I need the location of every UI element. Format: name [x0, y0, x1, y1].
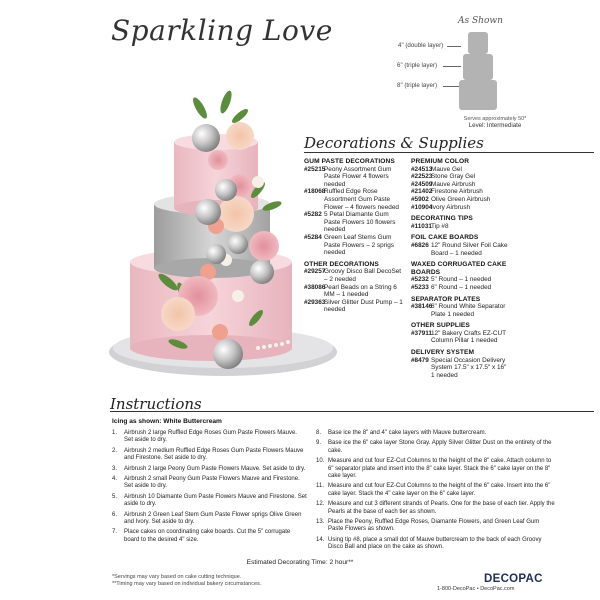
instruction-step: 2. Airbrush 2 medium Ruffled Edge Roses Gum Paste Flowers Mauve and Firestone. Set aside to dry.	[112, 447, 304, 462]
supply-section	[411, 349, 511, 379]
servings-note: Serves approximately 50*	[463, 116, 527, 122]
supply-section-heading: DECORATING TIPS	[411, 215, 473, 223]
steps-left-column	[112, 430, 307, 547]
instructions-divider	[110, 411, 594, 412]
supply-item: #5233 6" Round – 1 needed	[411, 283, 492, 291]
supply-section	[411, 322, 511, 345]
supply-section	[411, 261, 511, 291]
skill-level: Level: Intermediate	[468, 122, 522, 129]
tier-leader-bottom	[443, 86, 459, 87]
tier-diagram-bottom	[459, 80, 497, 110]
bottom-tier-base	[130, 335, 292, 361]
supplies-right-column	[411, 158, 511, 383]
icing-note: Icing as shown: White Buttercream	[112, 418, 222, 425]
supply-item: #25215 Peony Assortment Gum Paste Flower 4 flowers needed	[304, 165, 392, 188]
supply-item: #24509 Mauve Airbrush	[411, 180, 476, 188]
instruction-step: 7. Place cakes on coordinating cake boards. Cut the 5" corrugate board to the desired 4" size.	[112, 529, 291, 543]
supply-item: #29363 Silver Glitter Dust Pump – 1 needed	[304, 298, 403, 314]
supply-item: #21402 Firestone Airbrush	[411, 188, 483, 196]
supply-section-heading: WAXED CORRUGATED CAKE BOARDS	[411, 261, 507, 276]
steps-right-column	[316, 430, 556, 555]
supply-section	[411, 234, 511, 257]
supply-item: #38086 Pearl Beads on a String 6 MM – 1 needed	[304, 283, 397, 299]
supplies-left-column	[304, 158, 404, 318]
supply-section-heading: SEPARATOR PLATES	[411, 295, 481, 303]
supply-section-heading: GUM PASTE DECORATIONS	[304, 158, 395, 165]
instructions-heading: Instructions	[110, 395, 202, 413]
supply-section	[411, 215, 511, 230]
supply-item: #18068 Ruffled Edge Rose Assortment Gum Paste Flower – 4 flowers needed	[304, 188, 399, 211]
supply-section	[304, 158, 404, 257]
recipe-title: Sparkling Love	[111, 14, 333, 47]
supply-item: #5282 5 Petal Diamante Gum Paste Flowers 10 flowers needed	[304, 211, 396, 234]
supply-item: #11031 Tip #8	[411, 222, 449, 230]
footnote-timing: **Timing may vary based on individual bakery circumstances.	[112, 581, 262, 587]
decorations-divider	[304, 152, 594, 153]
contact-info: 1-800-DecoPac • DecoPac.com	[437, 586, 515, 592]
supply-item: #5902 Olive Green Airbrush	[411, 195, 491, 203]
instruction-step: 1. Airbrush 2 large Ruffled Edge Roses Gum Paste Flowers Mauve. Set aside to dry.	[112, 430, 297, 444]
supply-section-heading: OTHER SUPPLIES	[411, 322, 470, 330]
decopac-logo: DECOPAC	[484, 573, 543, 585]
tier-diagram-middle	[463, 54, 493, 80]
supply-section	[411, 296, 511, 319]
supply-item: #38146 6" Round White Separator Plate 1 needed	[411, 303, 506, 318]
tier-diagram-top	[468, 32, 488, 54]
tier-leader-middle	[443, 66, 461, 67]
tier-label-bottom: 8" (triple layer)	[397, 82, 438, 89]
decorations-heading: Decorations & Supplies	[304, 134, 484, 152]
instruction-step: 14. Using tip #8, place a small dot of Mauve buttercream to the back of each Groovy Disco Ball and place on the cake as shown.	[316, 536, 542, 551]
tier-label-top: 4" (double layer)	[398, 42, 444, 49]
supply-item: #8479 Special Occasion Delivery System 17.5" x 17.5" x 16" 1 needed	[411, 356, 507, 379]
estimated-time: Estimated Decorating Time: 2 hour**	[246, 559, 354, 566]
supply-item: #29257 Groovy Disco Ball DecoSet – 2 needed	[304, 268, 402, 283]
supply-item: #24513 Mauve Gel	[411, 165, 462, 173]
instruction-step: 5. Airbrush 10 Diamante Gum Paste Flowers Mauve and Firestone. Set aside to dry.	[112, 493, 307, 508]
supply-section-heading: DELIVERY SYSTEM	[411, 349, 475, 357]
supply-item: #22523 Stone Gray Gel	[411, 173, 476, 181]
supply-item: #37911 12" Bakery Crafts EZ-CUT Column Pillar 1 needed	[411, 329, 506, 345]
instruction-step: 12. Measure and cut 3 different strands of Pearls. One for the base of each tier. Apply the Pearls at the base of each tier as shown.	[316, 501, 555, 515]
supply-section-heading: PREMIUM COLOR	[411, 158, 470, 165]
supply-section	[304, 261, 404, 314]
instruction-step: 3. Airbrush 2 large Peony Gum Paste Flowers Mauve. Set aside to dry.	[112, 465, 306, 472]
supply-item: #10904 Ivory Airbrush	[411, 203, 471, 211]
instruction-step: 10. Measure and cut four EZ-Cut Columns to the height of the 8" cake. Attach column to 6" separator plate and insert into the 8" cake layer. Stack the 6" cake layer on the 8" cake layer.	[316, 458, 552, 480]
supply-section	[411, 158, 511, 211]
instruction-step: 4. Airbrush 2 small Peony Gum Paste Flowers Mauve and Firestone. Set aside to dry.	[112, 476, 300, 490]
supply-item: #5232 5" Round – 1 needed	[411, 276, 492, 284]
instruction-step: 8. Base ice the 8" and 4" cake layers with Mauve buttercream.	[316, 430, 487, 436]
as-shown-label: As Shown	[458, 16, 503, 26]
footnote-servings: *Servings may vary based on cake cutting technique.	[112, 574, 242, 580]
instruction-step: 6. Airbrush 2 Green Leaf Stem Gum Paste Flower sprigs Olive Green and Ivory. Set aside to dry.	[112, 511, 302, 526]
tier-leader-top	[447, 46, 461, 47]
tier-label-middle: 6" (triple layer)	[397, 62, 438, 69]
instruction-step: 13. Place the Peony, Ruffled Edge Roses, Diamante Flowers, and Green Leaf Gum Paste Flowers as shown.	[316, 519, 540, 533]
supply-item: #5284 Green Leaf Stems Gum Paste Flowers – 2 sprigs needed	[304, 233, 394, 257]
supply-item: #6826 12" Round Silver Foil Cake Board – 1 needed	[411, 241, 508, 257]
instruction-step: 11. Measure and cut four EZ-Cut Columns to the height of the 6" cake. Insert into the 6" cake layer. Stack the 4" cake layer on the 6" cake layer.	[316, 483, 551, 497]
tier-diagram	[458, 28, 498, 114]
supply-section-heading: FOIL CAKE BOARDS	[411, 234, 479, 242]
instruction-step: 9. Base ice the 6" cake layer Stone Gray. Apply Silver Glitter Dust on the entirety of the cake.	[316, 440, 552, 454]
supply-section-heading: OTHER DECORATIONS	[304, 260, 379, 268]
